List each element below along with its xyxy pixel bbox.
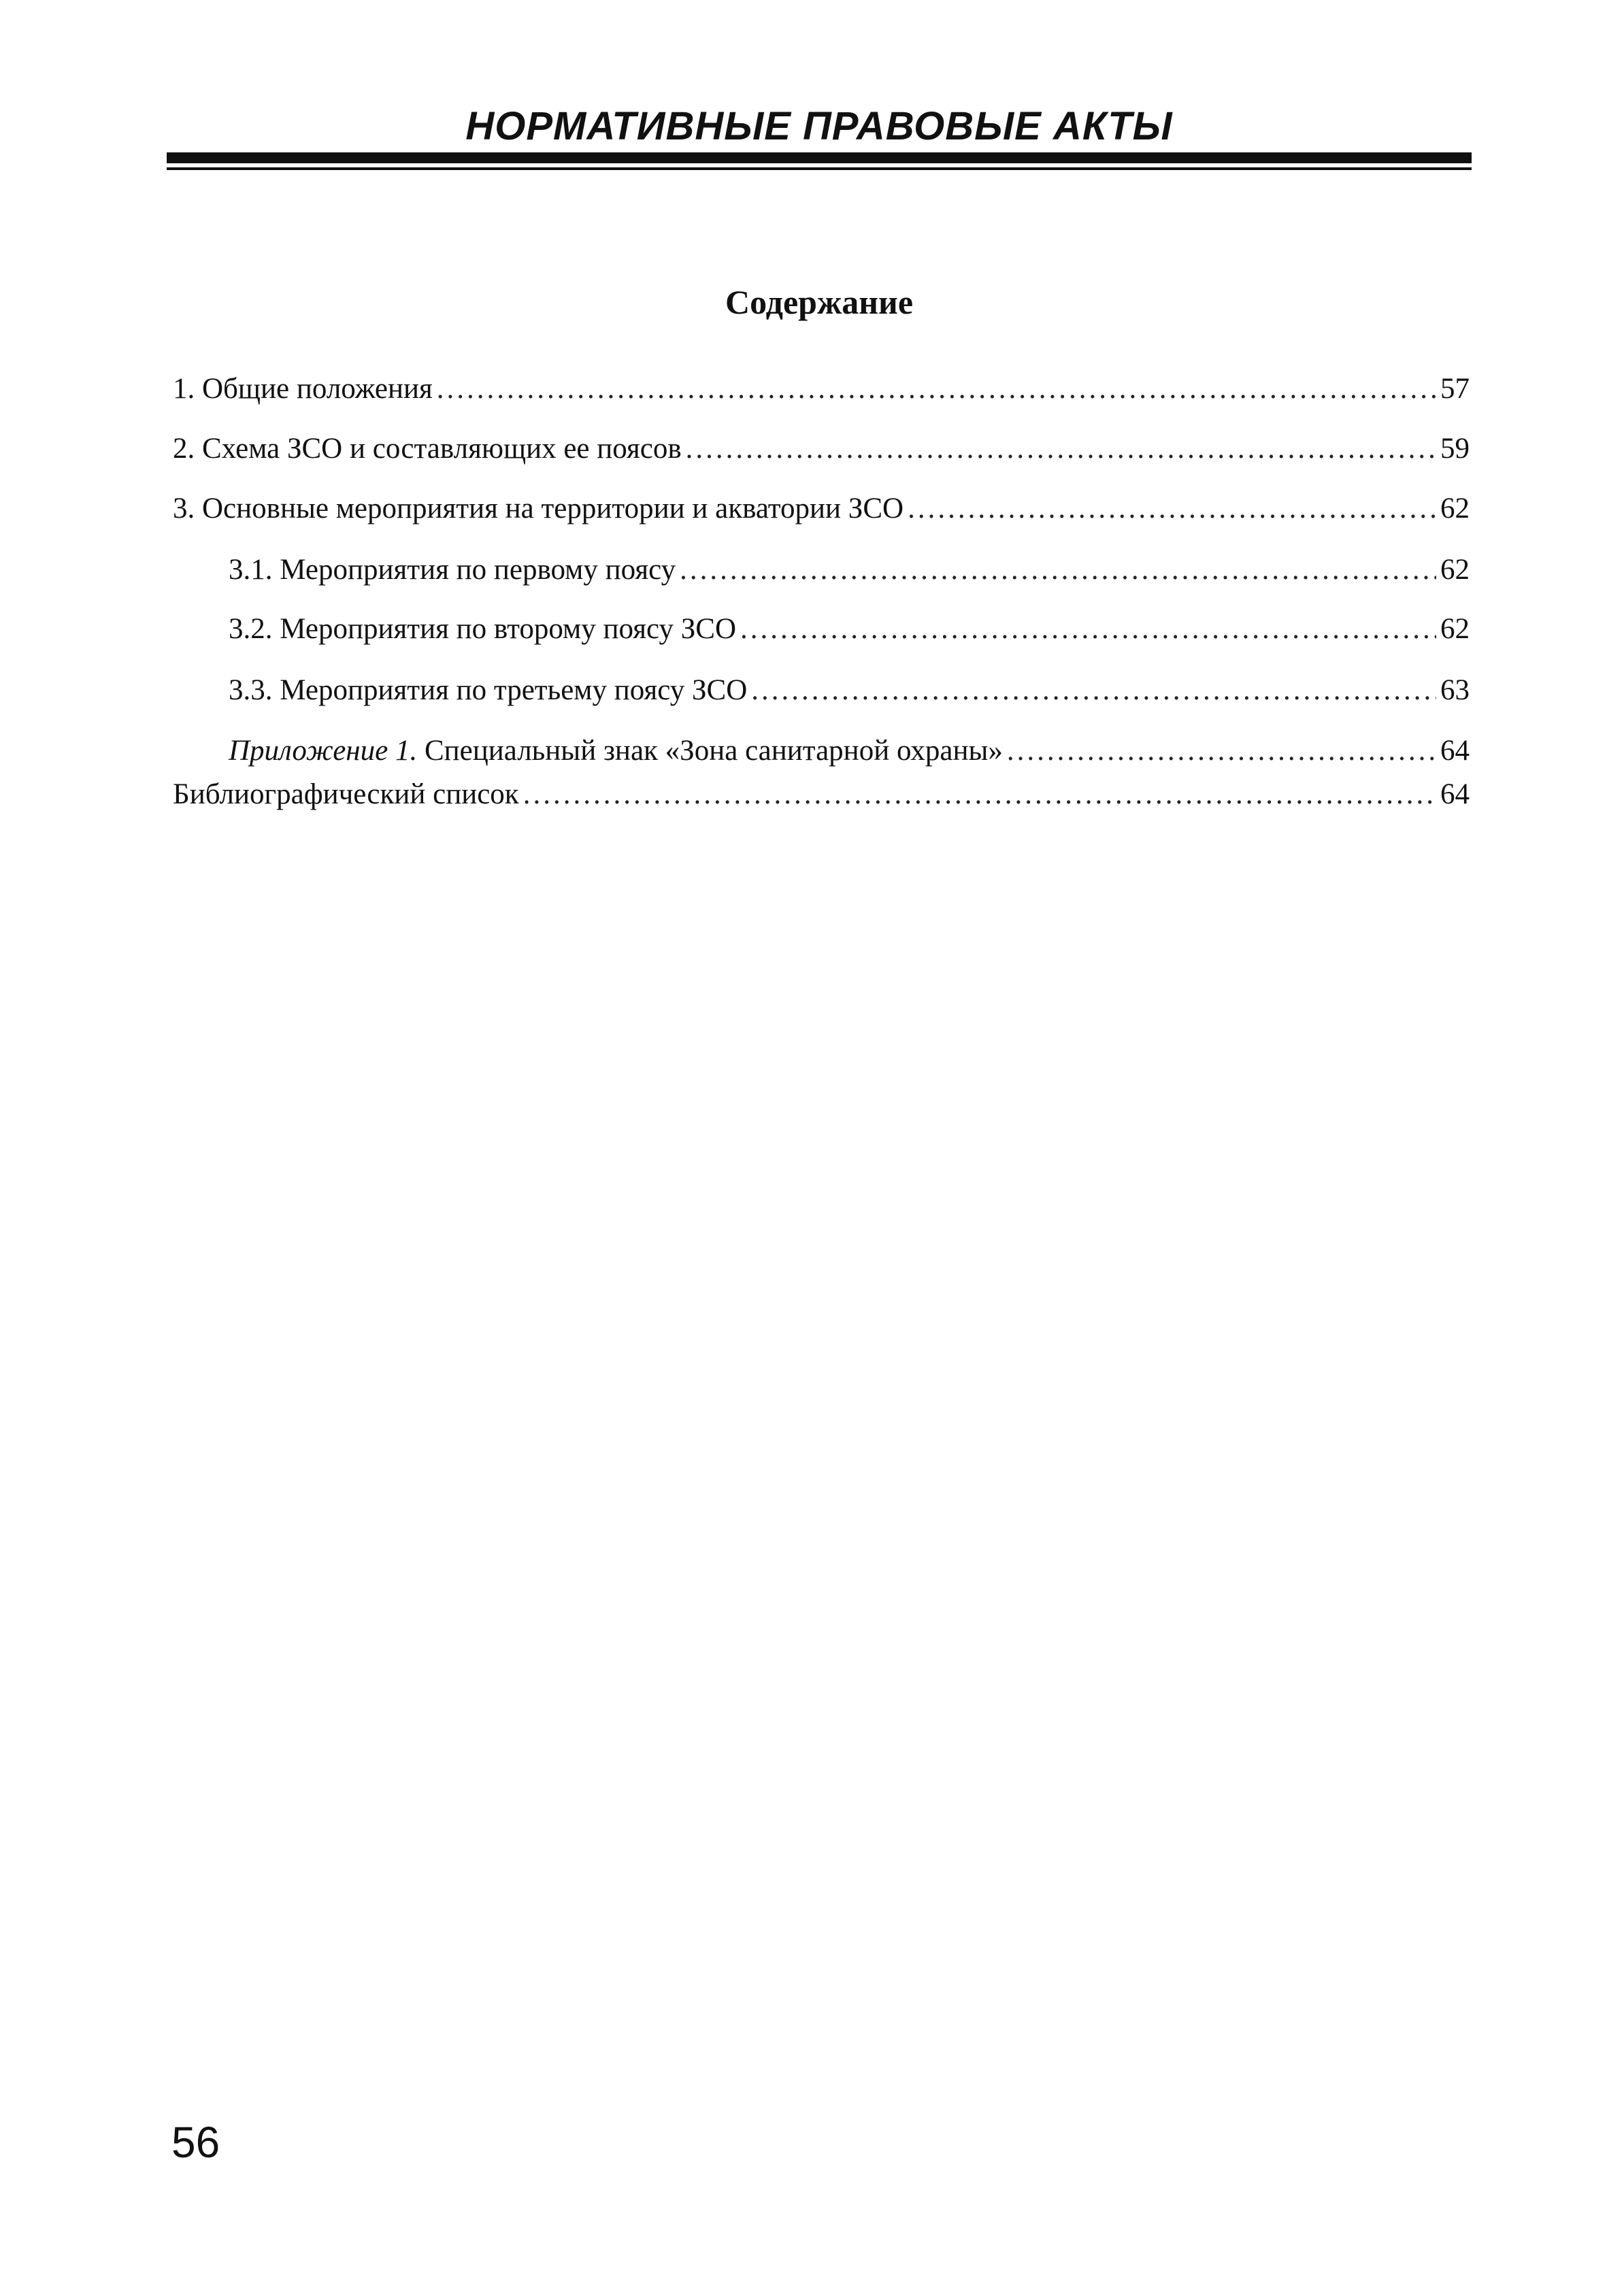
toc-entry[interactable] [229, 674, 1470, 707]
toc-entry[interactable] [229, 612, 1470, 646]
toc-entry-label: 1. Общие положения [173, 373, 433, 405]
toc-leader-dots [751, 674, 1436, 707]
toc-entry[interactable] [173, 372, 1470, 405]
toc-heading: Содержание [725, 283, 914, 321]
toc-entry-label: 3.1. Мероприятия по первому поясу [229, 554, 676, 586]
toc-entry-page: 62 [1440, 613, 1470, 645]
toc-leader-dots [1007, 734, 1436, 767]
toc-entry-page: 64 [1440, 735, 1470, 767]
toc-entry-page: 62 [1440, 554, 1470, 586]
appendix-label-italic: Приложение 1. [229, 735, 418, 767]
toc-leader-dots [523, 778, 1436, 811]
toc-leader-dots [908, 492, 1436, 525]
toc-leader-dots [437, 372, 1436, 405]
header-rule-thick [167, 152, 1472, 163]
toc-entry-label: Библиографический список [173, 778, 519, 810]
toc-entry-page: 62 [1440, 493, 1470, 525]
header-rule-thin [167, 167, 1472, 170]
running-header-title: НОРМАТИВНЫЕ ПРАВОВЫЕ АКТЫ [465, 104, 1173, 148]
toc-entry[interactable] [173, 778, 1470, 811]
toc-entry[interactable] [229, 734, 1470, 767]
toc-entry[interactable] [229, 553, 1470, 586]
page-number: 56 [171, 2118, 220, 2167]
toc-entry-page: 57 [1440, 373, 1470, 405]
toc-entry-label: 3.3. Мероприятия по третьему поясу ЗСО [229, 674, 748, 706]
toc-leader-dots [680, 553, 1436, 586]
toc-leader-dots [740, 612, 1436, 646]
toc-entry-label: 2. Схема ЗСО и составляющих ее поясов [173, 433, 682, 465]
toc-entry-page: 64 [1440, 778, 1470, 810]
toc-entry-label [229, 734, 1003, 767]
toc-entry-label: 3. Основные мероприятия на территории и акватории ЗСО [173, 493, 904, 525]
toc-entry-page: 63 [1440, 674, 1470, 706]
toc-entry[interactable] [173, 492, 1470, 525]
toc-entry-label: 3.2. Мероприятия по второму поясу ЗСО [229, 613, 737, 645]
appendix-label-text: Специальный знак «Зона санитарной охраны» [417, 735, 1003, 767]
toc-entry-page: 59 [1440, 433, 1470, 465]
toc-leader-dots [686, 432, 1436, 465]
toc-entry[interactable] [173, 432, 1470, 465]
